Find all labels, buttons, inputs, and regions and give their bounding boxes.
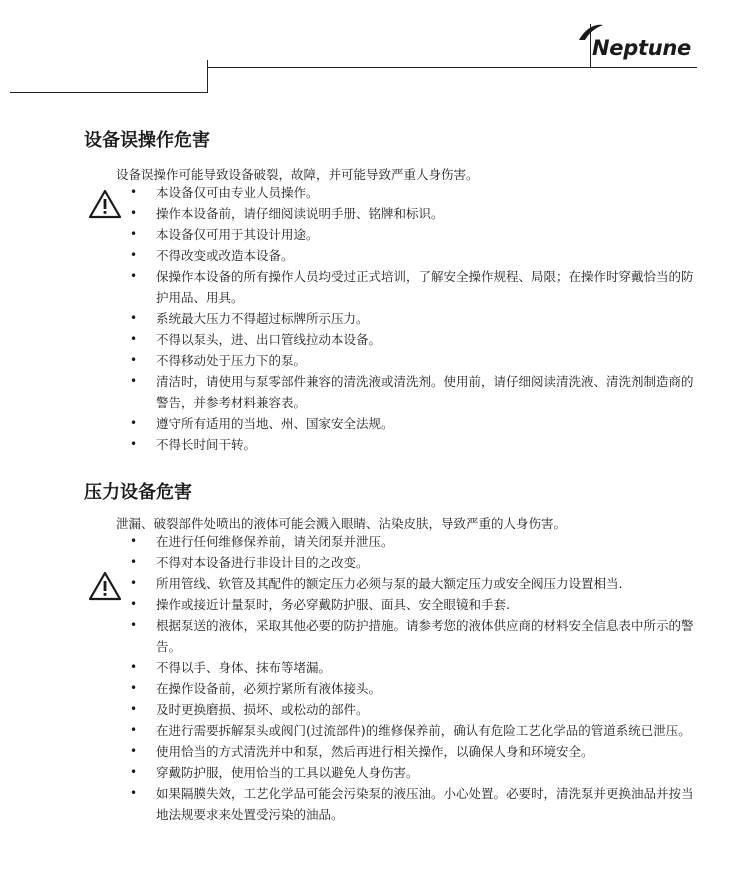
list-item: • 不得移动处于压力下的泵。: [130, 350, 700, 371]
list-item: • 在操作设备前，必须拧紧所有液体接头。: [130, 678, 700, 699]
list-item: • 本设备仅可由专业人员操作。: [130, 182, 700, 203]
list-item: • 穿戴防护服，使用恰当的工具以避免人身伤害。: [130, 762, 700, 783]
list-item: • 系统最大压力不得超过标牌所示压力。: [130, 308, 700, 329]
header-rule-left: [10, 92, 208, 93]
list-item: • 使用恰当的方式清洗并中和泵，然后再进行相关操作，以确保人身和环境安全。: [130, 741, 700, 762]
section-title: 设备误操作危害: [84, 130, 210, 151]
list-item: • 在进行需要拆解泵头或阀门(过流部件)的维修保养前，确认有危险工艺化学品的管道系统已泄压。: [130, 720, 700, 741]
list-item: • 不得对本设备进行非设计目的之改变。: [130, 552, 700, 573]
list-item: • 在进行任何维修保养前，请关闭泵并泄压。: [130, 531, 700, 552]
hazard-list: [130, 531, 700, 825]
header-rule-step: [207, 60, 208, 93]
list-item: • 保操作本设备的所有操作人员均受过正式培训，了解安全操作规程、局限；在操作时穿戴恰当的防护用品、用具。: [130, 266, 700, 308]
section-title: 压力设备危害: [84, 482, 192, 503]
list-item: • 所用管线、软管及其配件的额定压力必须与泵的最大额定压力或安全阀压力设置相当.: [130, 573, 700, 594]
section-intro: 泄漏、破裂部件处喷出的液体可能会溅入眼睛、沾染皮肤，导致严重的人身伤害。: [116, 516, 567, 531]
list-item: • 不得以手、身体、抹布等堵漏。: [130, 657, 700, 678]
warning-triangle-icon: [88, 571, 122, 601]
list-item: • 不得长时间干转。: [130, 434, 700, 455]
list-item: • 遵守所有适用的当地、州、国家安全法规。: [130, 413, 700, 434]
header-rule-right: [207, 67, 697, 68]
section-intro: 设备误操作可能导致设备破裂，故障，并可能导致严重人身伤害。: [116, 167, 479, 182]
warning-triangle-icon: [88, 189, 122, 219]
list-item: • 及时更换磨损、损坏、或松动的部件。: [130, 699, 700, 720]
list-item: • 操作或接近计量泵时，务必穿戴防护服、面具、安全眼镜和手套.: [130, 594, 700, 615]
list-item: • 本设备仅可用于其设计用途。: [130, 224, 700, 245]
list-item: • 不得以泵头，进、出口管线拉动本设备。: [130, 329, 700, 350]
brand-logo: Neptune: [592, 36, 691, 60]
hazard-list: [130, 182, 700, 455]
list-item: • 清洁时，请使用与泵零部件兼容的清洗液或清洗剂。使用前，请仔细阅读清洗液、清洗剂制造商的警告，并参考材料兼容表。: [130, 371, 700, 413]
list-item: • 如果隔膜失效，工艺化学品可能会污染泵的液压油。小心处置。必要时，清洗泵并更换油品并按当地法规要求来处置受污染的油品。: [130, 783, 700, 825]
list-item: • 不得改变或改造本设备。: [130, 245, 700, 266]
list-item: • 操作本设备前，请仔细阅读说明手册、铭牌和标识。: [130, 203, 700, 224]
list-item: • 根据泵送的液体，采取其他必要的防护措施。请参考您的液体供应商的材料安全信息表中所示的警告。: [130, 615, 700, 657]
